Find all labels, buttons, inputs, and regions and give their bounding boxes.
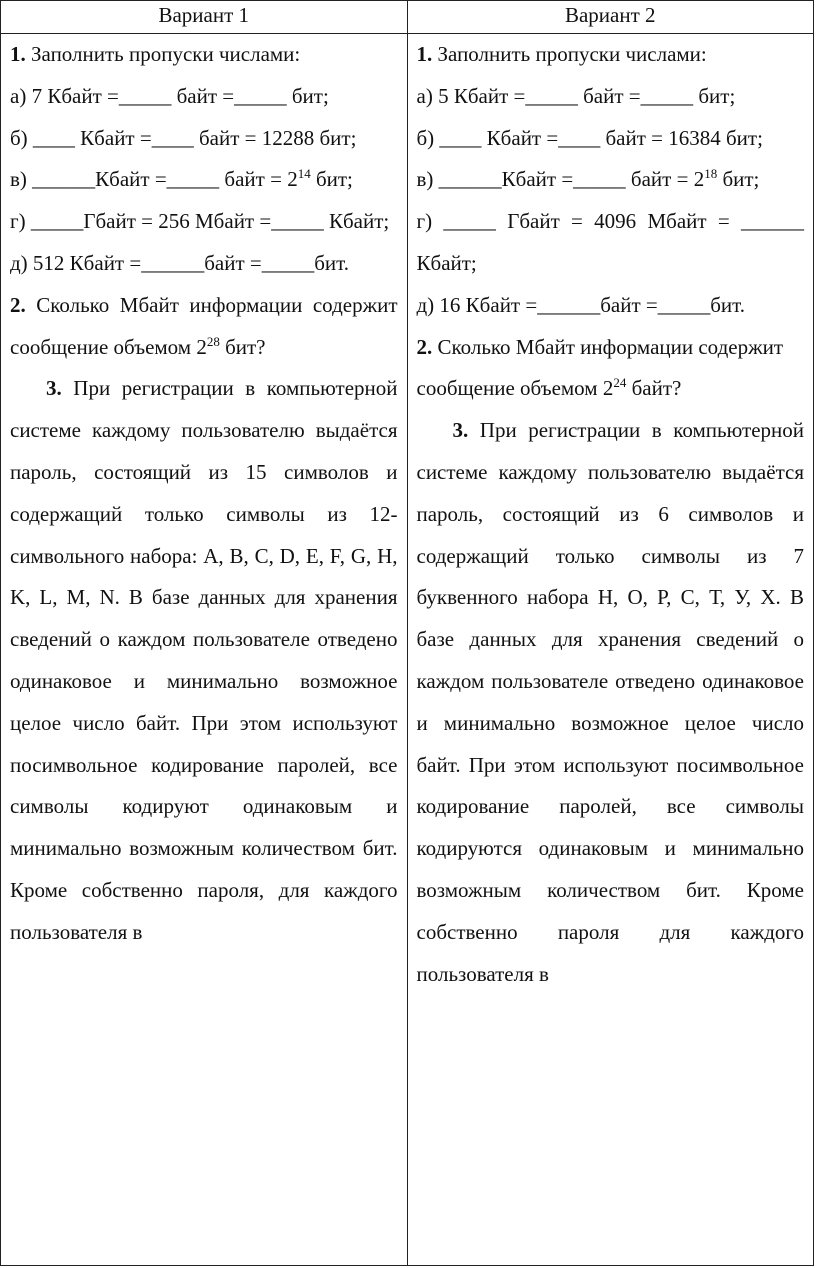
- v2-task3-text: При регистрации в компьютерной системе каждому пользователю выдаётся пароль, состоящий из 6 символов и содержащий только символы из 7 буквенного набора Н, О, Р, С, Т, У, Х. В базе данных для хранения сведений о каждом пользователе отведено одинаковое и минимально возможное целое число байт. При этом используют посимвольное кодирование паролей, все символы кодируются одинаковым и минимально возможным количеством бит. Кроме собственно пароля для каждого пользователя в: [416, 418, 804, 986]
- header-row: [1, 1, 814, 34]
- v2-task1-item-b: б) ____ Кбайт =____ байт = 16384 бит;: [416, 125, 763, 150]
- v2-task2-number: 2.: [416, 334, 433, 359]
- v2-task2-tail: байт?: [626, 376, 682, 401]
- v2-task1-item-a: а) 5 Кбайт =_____ байт =_____ бит;: [416, 83, 736, 108]
- v2-task3-number: 3.: [452, 418, 469, 443]
- v2-task1-item-v: [417, 159, 805, 201]
- v1-task2-exponent: 28: [206, 333, 220, 349]
- v2-task1-item-d: д) 16 Кбайт =______байт =_____бит.: [416, 292, 745, 317]
- v1-task1-item-d: д) 512 Кбайт =______байт =_____бит.: [10, 250, 349, 275]
- v2-item-v-main: в) ______Кбайт =_____ байт = 2: [416, 167, 705, 192]
- v1-item-v-exponent: 14: [297, 166, 311, 182]
- v2-task1-title: [417, 34, 805, 76]
- v2-task1-text: Заполнить пропуски числами:: [432, 42, 707, 66]
- v1-task2-text: Сколько Мбайт информации содержит сообщение объемом 2: [10, 292, 398, 359]
- v2-task2-text: Сколько Мбайт информации содержит сообщение объемом 2: [416, 334, 783, 401]
- v2-item-v-tail: бит;: [717, 167, 760, 192]
- v1-task1-number: 1.: [10, 42, 26, 66]
- v1-task2-number: 2.: [10, 292, 26, 317]
- v1-task1-item-b: б) ____ Кбайт =____ байт = 12288 бит;: [10, 125, 357, 150]
- content-row: [1, 34, 814, 1266]
- v2-item-v-exponent: 18: [704, 166, 718, 182]
- v1-task1-title: [10, 34, 398, 76]
- variant-2-header: Вариант 2: [407, 1, 814, 34]
- v1-task1-text: Заполнить пропуски числами:: [25, 42, 301, 66]
- v1-item-v-main: в) ______Кбайт =_____ байт = 2: [10, 167, 298, 192]
- v1-task3: [10, 368, 398, 953]
- v1-item-v-tail: бит;: [310, 167, 353, 192]
- v2-task2: [417, 327, 805, 411]
- v1-task3-text: При регистрации в компьютерной системе каждому пользователю выдаётся пароль, состоящий из 15 символов и содержащий только символы из 12-символьного набора: A, B, C, D, E, F, G, H, K, L, M, N. В базе данных для хранения сведений о каждом пользователе отведено одинаковое и минимально возможное целое число байт. При этом используют посимвольное кодирование паролей, все символы кодируют одинаковым и минимально возможным количеством бит. Кроме собственно пароля, для каждого пользователя в: [10, 376, 398, 944]
- v2-task1-item-g: г) _____ Гбайт = 4096 Мбайт = ______ Кбайт;: [416, 209, 804, 275]
- v2-task1-number: 1.: [416, 42, 433, 66]
- v2-task2-exponent: 24: [613, 375, 627, 391]
- variant-1-header: Вариант 1: [1, 1, 408, 34]
- v2-task3: [417, 410, 805, 995]
- v1-task2-tail: бит?: [219, 334, 266, 359]
- v1-task2: [10, 285, 398, 369]
- v1-task1-item-a: а) 7 Кбайт =_____ байт =_____ бит;: [10, 83, 329, 108]
- v1-task3-number: 3.: [46, 376, 62, 401]
- variant-2-column: [407, 34, 814, 1266]
- v1-task1-item-v: [10, 159, 398, 201]
- variant-1-column: [1, 34, 408, 1266]
- v1-task1-item-g: г) _____Гбайт = 256 Мбайт =_____ Кбайт;: [10, 209, 390, 234]
